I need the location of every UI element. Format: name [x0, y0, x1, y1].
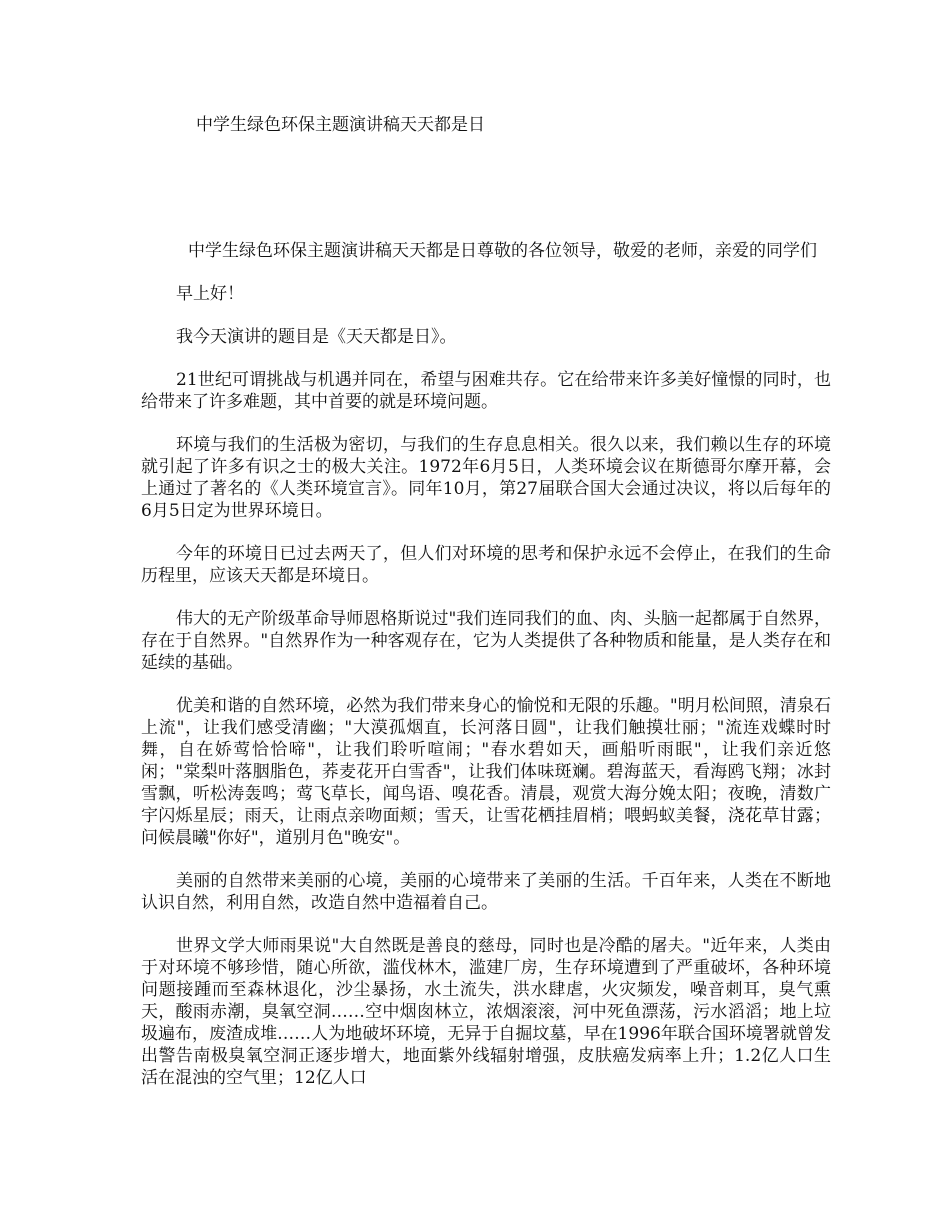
document-body	[141, 240, 831, 1110]
paragraph-every-day: 今年的环境日已过去两天了，但人们对环境的思考和保护永远不会停止，在我们的生命历程里，应该天天都是环境日。	[141, 544, 831, 586]
paragraph-21st-century: 21世纪可谓挑战与机遇并同在，希望与困难共存。它在给带来许多美好憧憬的同时，也给带来了许多难题，其中首要的就是环境问题。	[141, 370, 831, 412]
paragraph-good-morning: 早上好！	[176, 284, 244, 304]
paragraph-beautiful-mood: 美丽的自然带来美丽的心境，美丽的心境带来了美丽的生活。千百年来，人类在不断地认识自然，利用自然，改造自然中造福着自己。	[141, 871, 831, 913]
paragraph-environment-day-origin: 环境与我们的生活极为密切，与我们的生存息息相关。很久以来，我们赖以生存的环境就引起了许多有识之士的极大关注。1972年6月5日，人类环境会议在斯德哥尔摩开幕，会上通过了著名的《人类环境宣言》。同年10月，第27届联合国大会通过决议，将以后每年的6月5日定为世界环境日。	[141, 435, 831, 521]
paragraph-speech-topic: 我今天演讲的题目是《天天都是日》。	[176, 327, 457, 347]
document-title: 中学生绿色环保主题演讲稿天天都是日	[196, 115, 485, 135]
paragraph-engels-quote: 伟大的无产阶级革命导师恩格斯说过"我们连同我们的血、肉、头脑一起都属于自然界，存在于自然界。"自然界作为一种客观存在，它为人类提供了各种物质和能量，是人类存在和延续的基础。	[141, 609, 831, 673]
paragraph-greeting: 中学生绿色环保主题演讲稿天天都是日尊敬的各位领导，敬爱的老师，亲爱的同学们	[188, 241, 817, 261]
paragraph-beautiful-nature: 优美和谐的自然环境，必然为我们带来身心的愉悦和无限的乐趣。"明月松间照，清泉石上流"，让我们感受清幽；"大漠孤烟直，长河落日圆"，让我们触摸壮丽；"流连戏蝶时时舞，自在娇莺恰恰啼"，让我们聆听喧闹；"春水碧如天，画船听雨眠"，让我们亲近悠闲；"棠梨叶落胭脂色，荞麦花开白雪香"，让我们体味斑斓。碧海蓝天，看海鸥飞翔；冰封雪飘，听松涛轰鸣；莺飞草长，闻鸟语、嗅花香。清晨，观赏大海分娩太阳；夜晚，清数广宇闪烁星辰；雨天，让雨点亲吻面颊；雪天，让雪花栖挂眉梢；喂蚂蚁美餐，浇花草甘露；问候晨曦"你好"，道别月色"晚安"。	[141, 696, 831, 848]
paragraph-hugo-quote: 世界文学大师雨果说"大自然既是善良的慈母，同时也是冷酷的屠夫。"近年来，人类由于对环境不够珍惜，随心所欲，滥伐林木，滥建厂房，生存环境遭到了严重破坏，各种环境问题接踵而至森林退化，沙尘暴扬，水土流失，洪水肆虐，火灾频发，噪音刺耳，臭气熏天，酸雨赤潮，臭氧空洞……空中烟囱林立，浓烟滚滚，河中死鱼漂荡，污水滔滔；地上垃圾遍布，废渣成堆……人为地破坏环境，无异于自掘坟墓，早在1996年联合国环境署就曾发出警告南极臭氧空洞正逐步增大，地面紫外线辐射增强，皮肤癌发病率上升；1.2亿人口生活在混浊的空气里；12亿人口	[141, 936, 831, 1088]
